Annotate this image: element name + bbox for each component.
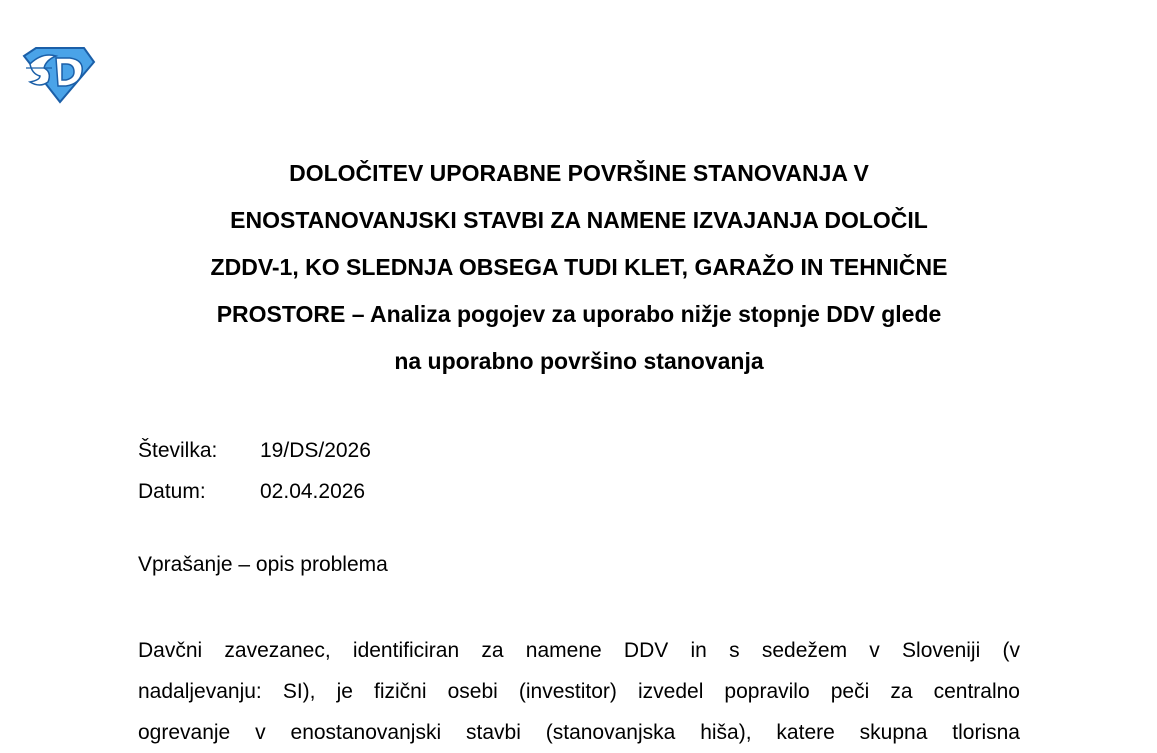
title-line: DOLOČITEV UPORABNE POVRŠINE STANOVANJA V: [289, 160, 869, 186]
company-logo-icon: [22, 46, 96, 104]
section-heading: Vprašanje – opis problema: [138, 553, 388, 576]
title-line: na uporabno površino stanovanja: [394, 348, 764, 374]
number-row: [138, 430, 371, 471]
date-row: [138, 471, 371, 512]
body-line: nadaljevanju: SI), je fizični osebi (investitor) izvedel popravilo peči za centralno: [138, 680, 1020, 703]
date-label: Datum:: [138, 480, 206, 503]
title-line: ENOSTANOVANJSKI STAVBI ZA NAMENE IZVAJANJA DOLOČIL: [230, 207, 928, 233]
number-value: 19/DS/2026: [260, 439, 371, 462]
body-line: Davčni zavezanec, identificiran za namene DDV in s sedežem v Sloveniji (v: [138, 639, 1020, 662]
title-line: PROSTORE – Analiza pogojev za uporabo nižje stopnje DDV glede: [216, 301, 942, 327]
body-line: ogrevanje v enostanovanjski stavbi (stanovanjska hiša), katere skupna tlorisna: [138, 721, 1020, 744]
body-paragraph: [138, 630, 1020, 753]
date-value: 02.04.2026: [260, 480, 366, 503]
number-label: Številka:: [138, 439, 218, 462]
title-line: ZDDV-1, KO SLEDNJA OBSEGA TUDI KLET, GARAŽO IN TEHNIČNE: [210, 254, 948, 280]
document-title: [138, 150, 1020, 385]
document-meta: [138, 430, 371, 512]
